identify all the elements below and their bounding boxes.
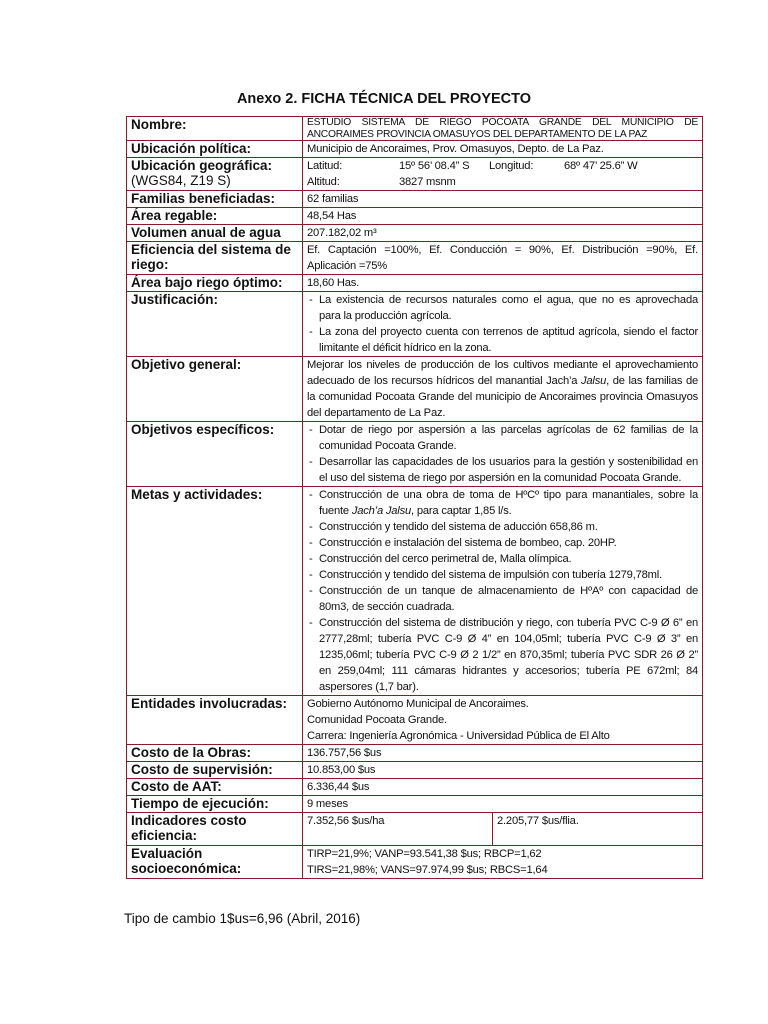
justificacion-item: - La zona del proyecto cuenta con terrenos de aptitud agrícola, siendo el factor limitante el déficit hídrico en la zona. xyxy=(319,324,698,356)
row-area-optimo xyxy=(127,275,703,292)
label-metas: Metas y actividades: xyxy=(127,487,303,696)
row-eficiencia xyxy=(127,242,703,275)
value-entidades xyxy=(303,696,703,745)
row-entidades xyxy=(127,696,703,745)
justificacion-item: - La existencia de recursos naturales como el agua, que no es aprovechada para la producción agrícola. xyxy=(319,292,698,324)
meta-item: - Construcción e instalación del sistema de bombeo, cap. 20HP. xyxy=(319,535,698,551)
value-ubicacion-geografica xyxy=(303,158,703,191)
row-familias xyxy=(127,191,703,208)
evaluacion-privada: TIRP=21,9%; VANP=93.541,38 $us; RBCP=1,62 xyxy=(307,848,542,860)
row-tiempo xyxy=(127,796,703,813)
meta-item-1-italic: Jach’a Jalsu xyxy=(351,505,411,517)
label-objetivo-general: Objetivo general: xyxy=(127,357,303,422)
row-ubicacion-geografica xyxy=(127,158,703,191)
row-evaluacion xyxy=(127,846,703,879)
label-indicadores: Indicadores costo eficiencia: xyxy=(127,813,303,846)
value-evaluacion xyxy=(303,846,703,879)
ubicacion-geografica-datum: (WGS84, Z19 S) xyxy=(131,173,231,188)
row-nombre xyxy=(127,117,703,141)
label-justificacion: Justificación: xyxy=(127,292,303,357)
row-metas xyxy=(127,487,703,696)
alt-value: 3827 msnm xyxy=(399,176,456,188)
page-title: Anexo 2. FICHA TÉCNICA DEL PROYECTO xyxy=(236,91,532,107)
indicador-costo-ha: 7.352,56 $us/ha xyxy=(303,813,493,845)
row-area-regable xyxy=(127,208,703,225)
meta-item-1-text-b: , para captar 1,85 l/s. xyxy=(411,505,512,517)
nombre-text: ESTUDIO SISTEMA DE RIEGO POCOATA GRANDE DEL MUNICIPIO DE ANCORAIMES PROVINCIA OMASUYOS DEL DEPARTAMENTO DE LA PAZ xyxy=(307,117,698,140)
row-costo-obras xyxy=(127,745,703,762)
row-costo-supervision xyxy=(127,762,703,779)
label-tiempo: Tiempo de ejecución: xyxy=(127,796,303,813)
entidad-line: Carrera: Ingeniería Agronómica - Universidad Pública de El Alto xyxy=(307,730,610,742)
label-ubicacion-geografica xyxy=(127,158,303,191)
label-costo-obras: Costo de la Obras: xyxy=(127,745,303,762)
label-area-optimo: Área bajo riego óptimo: xyxy=(127,275,303,292)
row-ubicacion-politica xyxy=(127,141,703,158)
objetivo-general-text-2: , de las familias de la comunidad Pocoata Grande del municipio de Ancoraimes provincia Omasuyos del departamento de La Paz. xyxy=(307,375,698,419)
meta-item-1-text-a: Construcción de una obra de toma de HºCº tipo para manantiales, sobre la fuente xyxy=(319,489,698,517)
alt-label: Altitud: xyxy=(307,176,340,188)
value-volumen: 207.182,02 m³ xyxy=(303,225,703,242)
entidad-line: Comunidad Pocoata Grande. xyxy=(307,714,447,726)
meta-item: - Construcción del sistema de distribución y riego, con tubería PVC C-9 Ø 6” en 2777,28ml; tubería PVC C-9 Ø 4” en 104,05ml; tubería PVC C-9 Ø 3” en 1235,06ml; tubería PVC C-9 Ø 2 1/2” en 870,35ml; tubería PVC SDR 26 Ø 2” en 259,04ml; 111 cámaras hidrantes y accesorios; tubería PE 672ml; 84 aspersores (1,7 bar). xyxy=(319,615,698,695)
meta-item: - Construcción y tendido del sistema de aducción 658,86 m. xyxy=(319,519,698,535)
value-area-regable: 48,54 Has xyxy=(303,208,703,225)
value-ubicacion-politica: Municipio de Ancoraimes, Prov. Omasuyos, Depto. de La Paz. xyxy=(303,141,703,158)
value-costo-obras: 136.757,56 $us xyxy=(303,745,703,762)
objetivo-general-text-1: Mejorar los niveles de producción de los cultivos mediante el aprovechamiento adecuado de los recursos hídricos del manantial Jach’a xyxy=(307,359,698,387)
value-justificacion xyxy=(303,292,703,357)
lon-value: 68º 47’ 25.6” W xyxy=(564,160,638,172)
label-familias: Familias beneficiadas: xyxy=(127,191,303,208)
lat-label: Latitud: xyxy=(307,160,343,172)
value-costo-supervision: 10.853,00 $us xyxy=(303,762,703,779)
objetivo-especifico-item: - Dotar de riego por aspersión a las parcelas agrícolas de 62 familias de la comunidad Pocoata Grande. xyxy=(319,422,698,454)
value-indicadores xyxy=(303,813,703,846)
value-familias: 62 familias xyxy=(303,191,703,208)
value-nombre xyxy=(303,117,703,141)
row-justificacion xyxy=(127,292,703,357)
objetivo-especifico-item: - Desarrollar las capacidades de los usuarios para la gestión y sostenibilidad en el uso del sistema de riego por aspersión en la comunidad Pocoata Grande. xyxy=(319,454,698,486)
value-costo-aat: 6.336,44 $us xyxy=(303,779,703,796)
row-indicadores xyxy=(127,813,703,846)
label-eficiencia: Eficiencia del sistema de riego: xyxy=(127,242,303,275)
label-nombre: Nombre: xyxy=(127,117,303,141)
meta-item: - Construcción de un tanque de almacenamiento de HºAº con capacidad de 80m3, de sección cuadrada. xyxy=(319,583,698,615)
ubicacion-geografica-label: Ubicación geográfica: xyxy=(131,158,273,173)
label-costo-supervision: Costo de supervisión: xyxy=(127,762,303,779)
label-objetivos-especificos: Objetivos específicos: xyxy=(127,422,303,487)
row-objetivo-general xyxy=(127,357,703,422)
indicador-costo-flia: 2.205,77 $us/flia. xyxy=(497,815,579,827)
label-evaluacion: Evaluación socioeconómica: xyxy=(127,846,303,879)
label-ubicacion-politica: Ubicación política: xyxy=(127,141,303,158)
meta-item xyxy=(319,487,698,519)
value-tiempo: 9 meses xyxy=(303,796,703,813)
label-area-regable: Área regable: xyxy=(127,208,303,225)
row-objetivos-especificos xyxy=(127,422,703,487)
meta-item: - Construcción y tendido del sistema de impulsión con tubería 1279,78ml. xyxy=(319,567,698,583)
label-entidades: Entidades involucradas: xyxy=(127,696,303,745)
label-costo-aat: Costo de AAT: xyxy=(127,779,303,796)
value-objetivos-especificos xyxy=(303,422,703,487)
row-volumen xyxy=(127,225,703,242)
exchange-rate-note: Tipo de cambio 1$us=6,96 (Abril, 2016) xyxy=(124,911,361,926)
value-area-optimo: 18,60 Has. xyxy=(303,275,703,292)
objetivo-general-italic: Jalsu xyxy=(581,375,607,387)
value-eficiencia: Ef. Captación =100%, Ef. Conducción = 90%, Ef. Distribución =90%, Ef. Aplicación =75% xyxy=(303,242,703,275)
label-volumen: Volumen anual de agua xyxy=(127,225,303,242)
meta-item: - Construcción del cerco perimetral de, Malla olímpica. xyxy=(319,551,698,567)
evaluacion-social: TIRS=21,98%; VANS=97.974,99 $us; RBCS=1,64 xyxy=(307,864,548,876)
lon-label: Longitud: xyxy=(489,160,534,172)
ficha-tecnica-table xyxy=(126,116,703,879)
value-metas xyxy=(303,487,703,696)
value-objetivo-general xyxy=(303,357,703,422)
row-costo-aat xyxy=(127,779,703,796)
entidad-line: Gobierno Autónomo Municipal de Ancoraimes. xyxy=(307,698,529,710)
lat-value: 15º 56’ 08.4” S xyxy=(399,160,470,172)
